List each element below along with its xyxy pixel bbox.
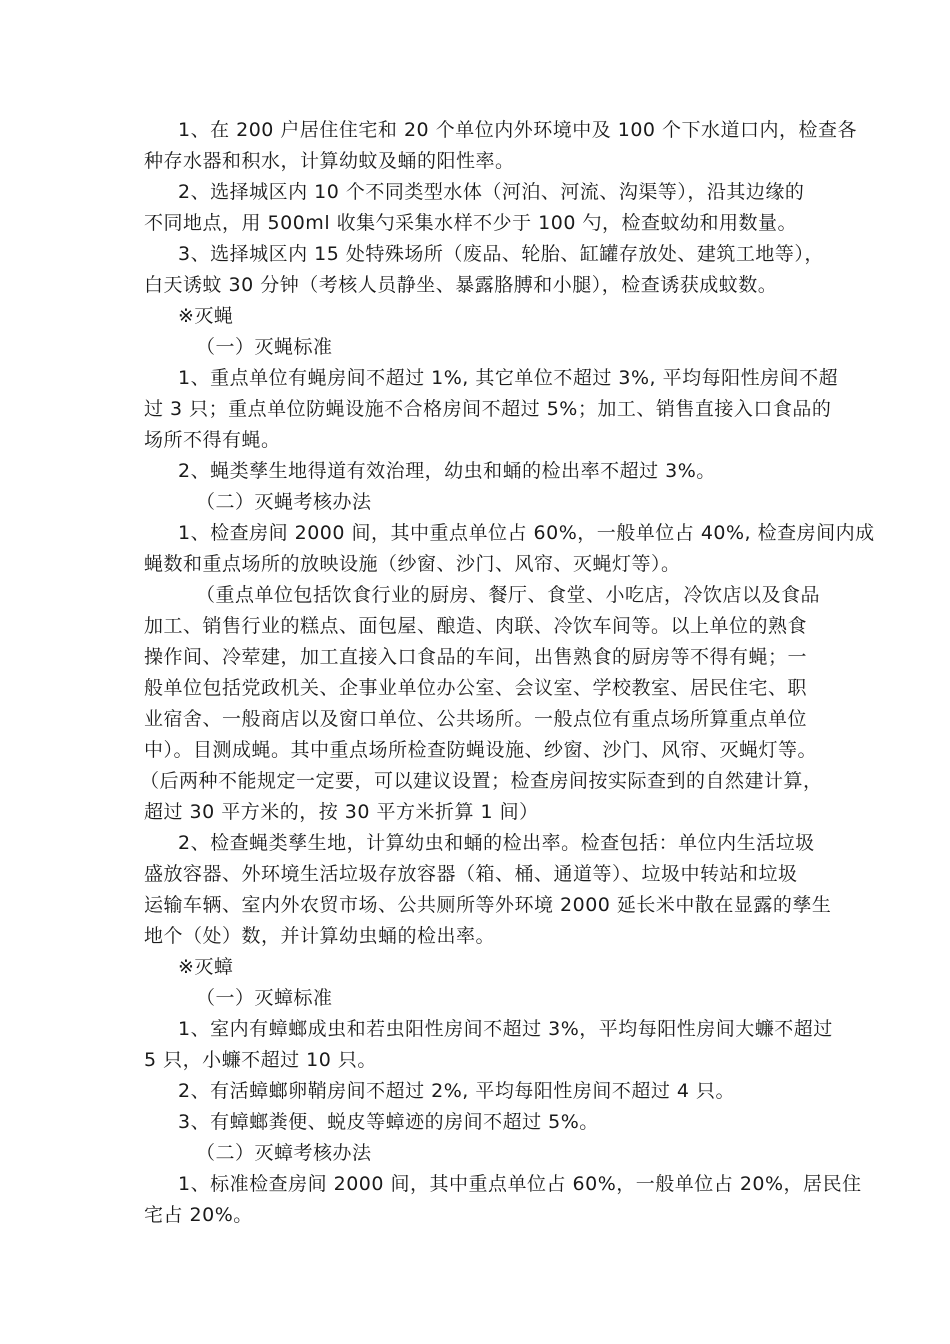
- text-line-14: 1、检查房间 2000 间，其中重点单位占 60%，一般单位占 40%, 检查房间内成: [178, 522, 875, 544]
- text-line-16: （重点单位包括饮食行业的厨房、餐厅、食堂、小吃店，冷饮店以及食品: [196, 584, 821, 606]
- text-line-23: 超过 30 平方米的，按 30 平方米折算 1 间）: [144, 801, 539, 823]
- text-line-19: 般单位包括党政机关、企事业单位办公室、会议室、学校教室、居民住宅、职: [144, 677, 808, 699]
- text-line-12: 2、蝇类孳生地得道有效治理，幼虫和蛹的检出率不超过 3%。: [178, 460, 716, 482]
- text-line-30: 1、室内有蟑螂成虫和若虫阳性房间不超过 3%，平均每阳性房间大蠊不超过: [178, 1018, 833, 1040]
- text-line-18: 操作间、冷荤建，加工直接入口食品的车间，出售熟食的厨房等不得有蝇；一: [144, 646, 808, 668]
- text-line-2: 种存水器和积水，计算幼蚊及蛹的阳性率。: [144, 150, 515, 172]
- text-line-26: 运输车辆、室内外农贸市场、公共厕所等外环境 2000 延长米中散在显露的孳生: [144, 894, 832, 916]
- text-line-3: 2、选择城区内 10 个不同类型水体（河泊、河流、沟渠等），沿其边缘的: [178, 181, 805, 203]
- text-line-36: 宅占 20%。: [144, 1204, 253, 1226]
- text-line-9: 1、重点单位有蝇房间不超过 1%, 其它单位不超过 3%, 平均每阳性房间不超: [178, 367, 839, 389]
- text-line-22: （后两种不能规定一定要，可以建议设置；检查房间按实际查到的自然建计算，: [140, 770, 823, 792]
- text-line-35: 1、标准检查房间 2000 间，其中重点单位占 60%，一般单位占 20%，居民住: [178, 1173, 862, 1195]
- section-heading-fly: ※灭蝇: [178, 305, 234, 327]
- text-line-27: 地个（处）数，并计算幼虫蛹的检出率。: [144, 925, 496, 947]
- subheading-fly-assessment: （二）灭蝇考核办法: [196, 491, 372, 513]
- text-line-25: 盛放容器、外环境生活垃圾存放容器（箱、桶、通道等）、垃圾中转站和垃圾: [144, 863, 798, 885]
- text-line-5: 3、选择城区内 15 处特殊场所（废品、轮胎、缸罐存放处、建筑工地等），: [178, 243, 824, 265]
- text-line-21: 中）。目测成蝇。其中重点场所检查防蝇设施、纱窗、沙门、风帘、灭蝇灯等。: [144, 739, 818, 761]
- text-line-1: 1、在 200 户居住住宅和 20 个单位内外环境中及 100 个下水道口内，检查各: [178, 119, 858, 141]
- text-line-6: 白天诱蚊 30 分钟（考核人员静坐、暴露胳膊和小腿），检查诱获成蚊数。: [144, 274, 778, 296]
- text-line-33: 3、有蟑螂粪便、蜕皮等蟑迹的房间不超过 5%。: [178, 1111, 599, 1133]
- subheading-cockroach-standard: （一）灭蟑标准: [196, 987, 333, 1009]
- text-line-32: 2、有活蟑螂卵鞘房间不超过 2%, 平均每阳性房间不超过 4 只。: [178, 1080, 736, 1102]
- text-line-20: 业宿舍、一般商店以及窗口单位、公共场所。一般点位有重点场所算重点单位: [144, 708, 808, 730]
- text-line-10: 过 3 只；重点单位防蝇设施不合格房间不超过 5%；加工、销售直接入口食品的: [144, 398, 832, 420]
- text-line-31: 5 只，小蠊不超过 10 只。: [144, 1049, 377, 1071]
- subheading-cockroach-assessment: （二）灭蟑考核办法: [196, 1142, 372, 1164]
- section-heading-cockroach: ※灭蟑: [178, 956, 234, 978]
- text-line-11: 场所不得有蝇。: [144, 429, 281, 451]
- text-line-4: 不同地点，用 500ml 收集勺采集水样不少于 100 勺，检查蚊幼和用数量。: [144, 212, 797, 234]
- subheading-fly-standard: （一）灭蝇标准: [196, 336, 333, 358]
- text-line-17: 加工、销售行业的糕点、面包屋、酿造、肉联、冷饮车间等。以上单位的熟食: [144, 615, 808, 637]
- text-line-24: 2、检查蝇类孳生地，计算幼虫和蛹的检出率。检查包括：单位内生活垃圾: [178, 832, 815, 854]
- text-line-15: 蝇数和重点场所的放映设施（纱窗、沙门、风帘、灭蝇灯等）。: [144, 553, 681, 575]
